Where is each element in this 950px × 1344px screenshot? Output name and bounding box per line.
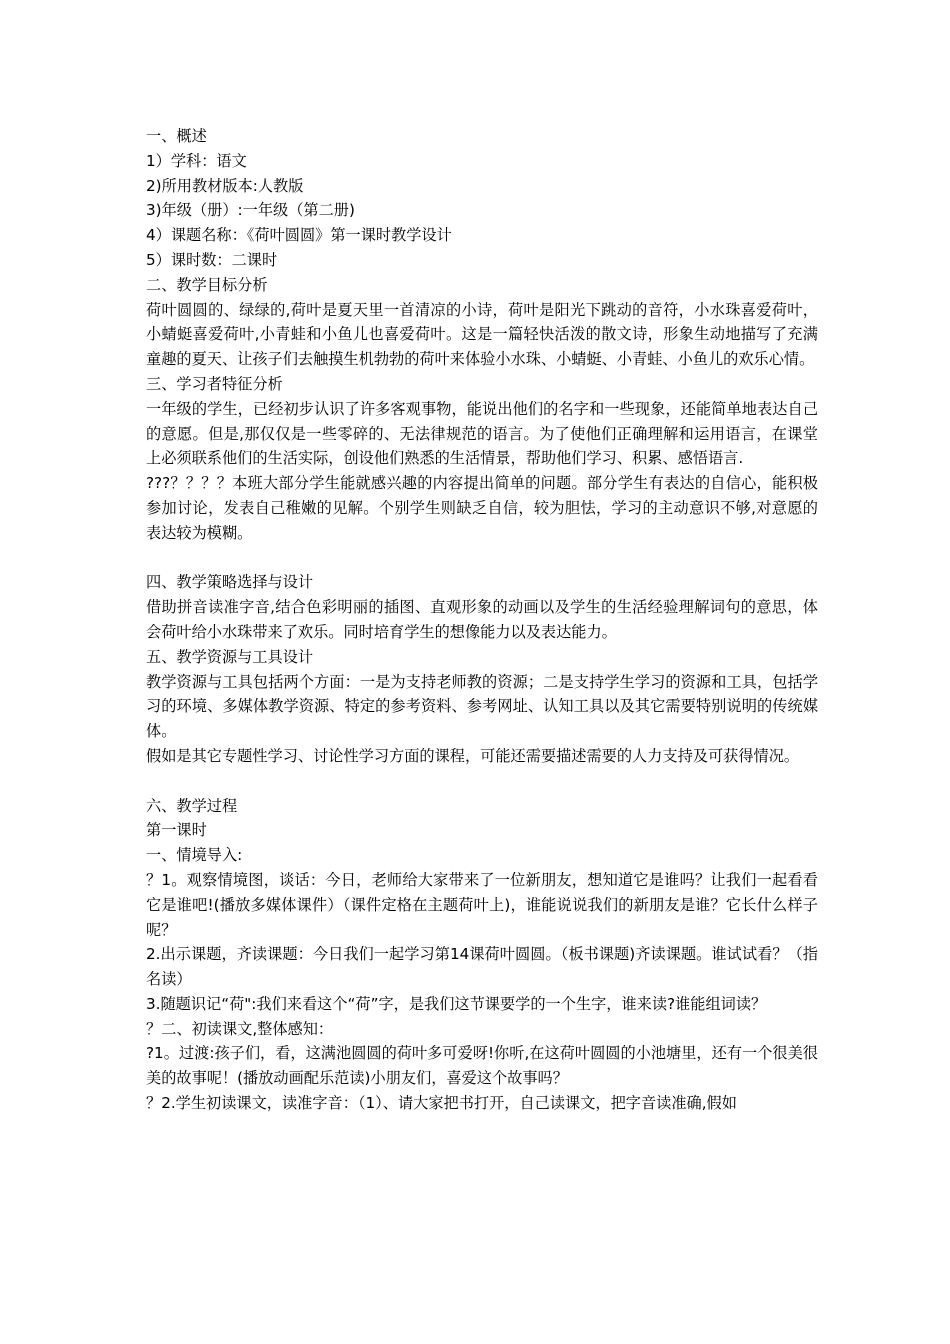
section-heading-strategy: 四、教学策略选择与设计: [146, 573, 314, 592]
first-reading-step-2: ？2.学生初读课文，读准字音：（1）、请大家把书打开，自己读课文，把字音读准确,假如: [146, 1094, 737, 1113]
section-heading-learners: 三、学习者特征分析: [146, 374, 283, 393]
lesson-title-line: 4）课题名称：《荷叶圆圆》第一课时教学设计: [146, 226, 452, 245]
first-reading-heading: ？二、初读课文,整体感知：: [146, 1019, 334, 1038]
document-body: [146, 124, 818, 1116]
process-step-1: ？1。观察情境图，谈话：今日，老师给大家带来了一位新朋友，想知道它是谁吗？让我们一起看看它是谁吧!(播放多媒体课件）（课件定格在主题荷叶上)，谁能说说我们的新朋友是谁？它长什么样子呢？: [146, 870, 818, 939]
resources-paragraph-2: 假如是其它专题性学习、讨论性学习方面的课程，可能还需要描述需要的人力支持及可获得情况。: [146, 746, 800, 765]
section-heading-process: 六、教学过程: [146, 796, 238, 815]
section-heading-objectives: 二、教学目标分析: [146, 275, 268, 294]
grade-line: 3)年级（册）:一年级（第二册): [146, 201, 355, 220]
process-step-3: 3.随题识记“荷":我们来看这个“荷”字，是我们这节课要学的一个生字，谁来读?谁能组词读？: [146, 994, 767, 1013]
strategy-paragraph: 借助拼音读准字音,结合色彩明丽的插图、直观形象的动画以及学生的生活经验理解词句的意思，体会荷叶给小水珠带来了欢乐。同时培育学生的想像能力以及表达能力。: [146, 598, 818, 641]
scene-intro-heading: 一、情境导入:: [146, 846, 243, 865]
process-step-2: 2.出示课题，齐读课题：今日我们一起学习第14课荷叶圆圆。（板书课题)齐读课题。谁试试看？（指名读）: [146, 945, 818, 989]
first-lesson-heading: 第一课时: [146, 821, 207, 840]
class-hours-line: 5）课时数：二课时: [146, 250, 278, 269]
blank-line: [146, 769, 818, 794]
section-heading-resources: 五、教学资源与工具设计: [146, 647, 314, 666]
learners-paragraph-1: 一年级的学生，已经初步认识了许多客观事物，能说出他们的名字和一些现象，还能简单地表达自己的意愿。但是,那仅仅是一些零碎的、无法律规范的语言。为了使他们正确理解和运用语言，在课堂上必须联系他们的生活实际，创设他们熟悉的生活情景，帮助他们学习、积累、感悟语言.: [146, 399, 818, 468]
first-reading-step-1: ?1。过渡:孩子们，看，这满池圆圆的荷叶多可爱呀!你听,在这荷叶圆圆的小池塘里，还有一个很美很美的故事呢！(播放动画配乐范读)小朋友们，喜爱这个故事吗？: [146, 1044, 818, 1088]
resources-paragraph-1: 教学资源与工具包括两个方面：一是为支持老师教的资源；二是支持学生学习的资源和工具，包括学习的环境、多媒体教学资源、特定的参考资料、参考网址、认知工具以及其它需要特别说明的传统媒体。: [146, 672, 818, 741]
textbook-version-line: 2)所用教材版本:人教版: [146, 176, 304, 195]
section-heading-overview: 一、概述: [146, 127, 207, 145]
learners-paragraph-2: ???？？？？本班大部分学生能就感兴趣的内容提出简单的问题。部分学生有表达的自信心，能积极参加讨论，发表自己稚嫩的见解。个别学生则缺乏自信，较为胆怯，学习的主动意识不够,对意愿的表达较为模糊。: [146, 474, 818, 542]
blank-line: [146, 546, 818, 571]
subject-line: 1）学科：语文: [146, 151, 247, 170]
objectives-paragraph: 荷叶圆圆的、绿绿的,荷叶是夏天里一首清凉的小诗，荷叶是阳光下跳动的音符，小水珠喜爱荷叶，小蜻蜓喜爱荷叶,小青蛙和小鱼儿也喜爱荷叶。这是一篇轻快活泼的散文诗，形象生动地描写了充满童趣的夏天、让孩子们去触摸生机勃勃的荷叶来体验小水珠、小蜻蜓、小青蛙、小鱼儿的欢乐心情。: [146, 300, 818, 369]
